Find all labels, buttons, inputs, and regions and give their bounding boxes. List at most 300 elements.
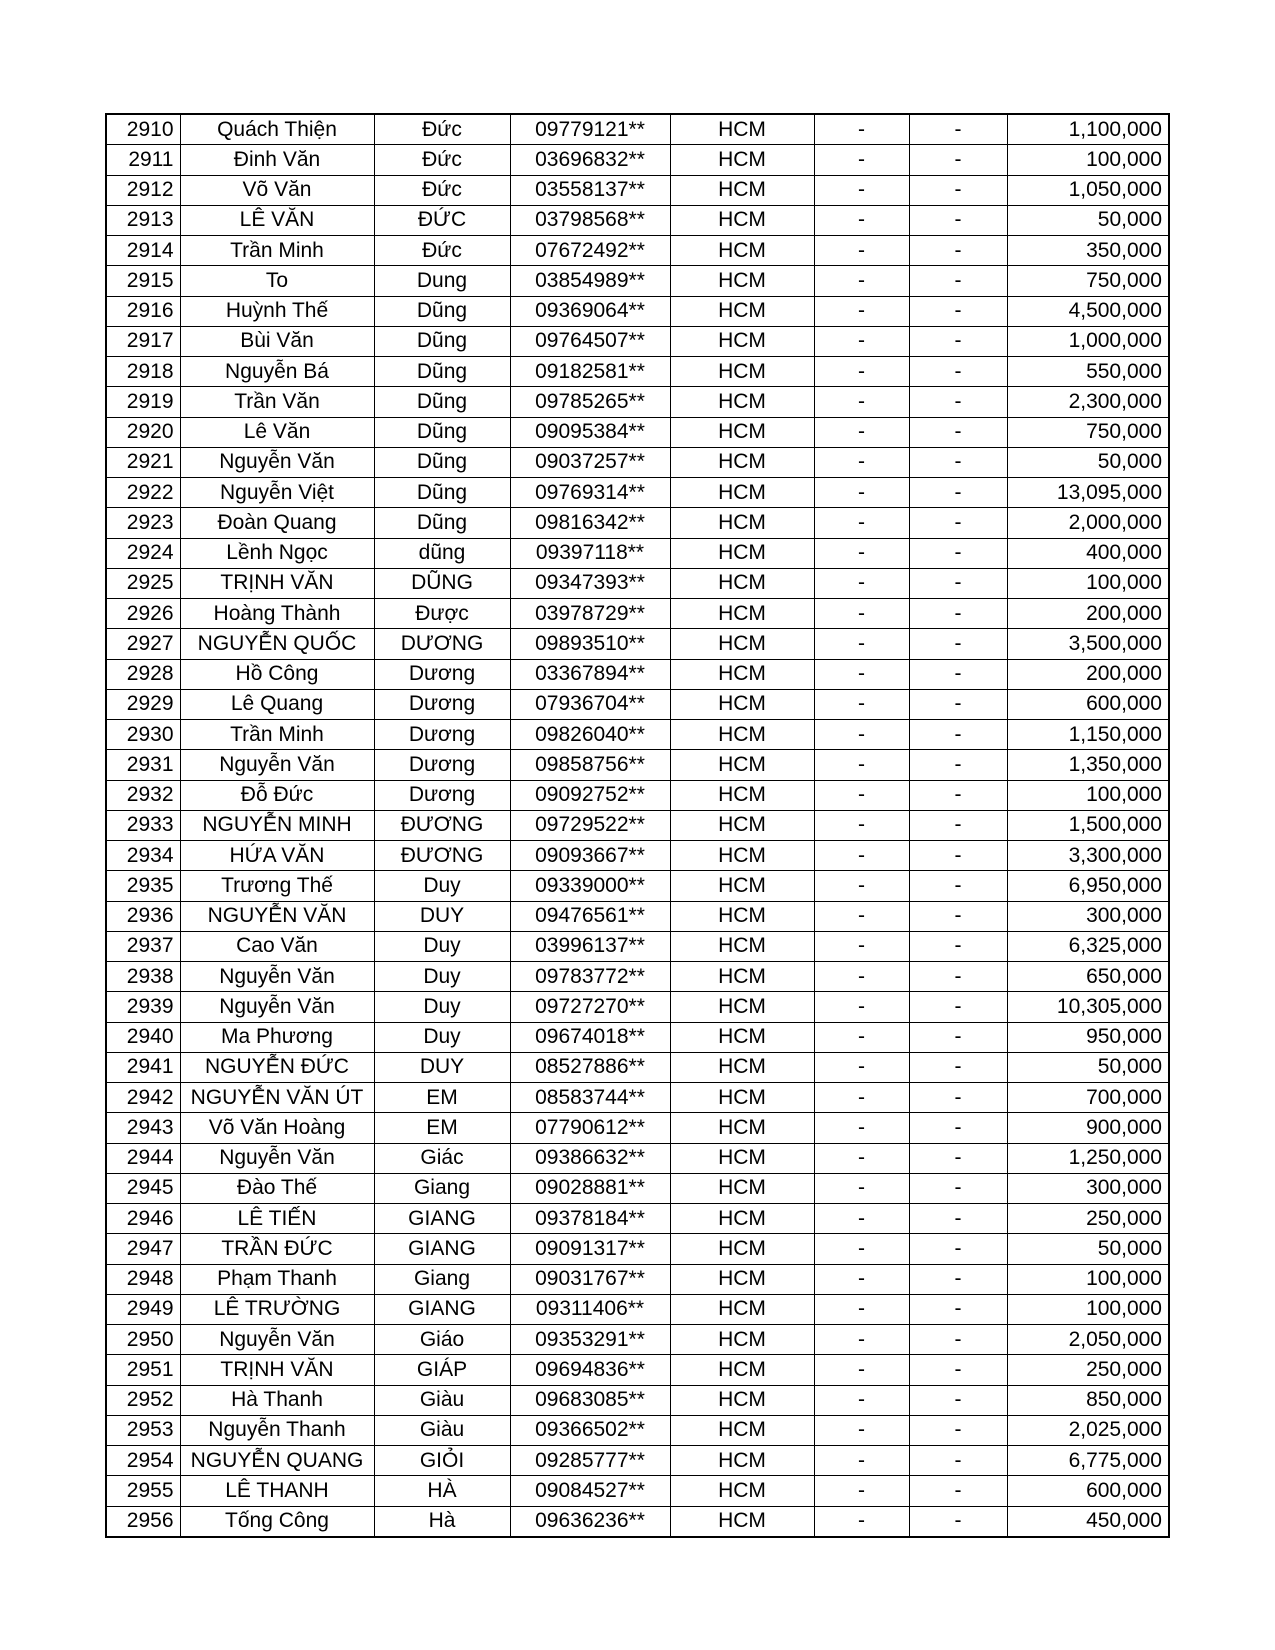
- table-row: [106, 1204, 1169, 1234]
- table-row: [106, 659, 1169, 689]
- city-cell: HCM: [670, 599, 814, 629]
- phone-cell: 09674018**: [510, 1022, 670, 1052]
- last-name-cell: Bùi Văn: [180, 326, 374, 356]
- city-cell: HCM: [670, 841, 814, 871]
- row-number-cell: 2910: [106, 114, 180, 145]
- first-name-cell: HÀ: [374, 1476, 510, 1506]
- last-name-cell: LÊ THANH: [180, 1476, 374, 1506]
- amount-cell: 10,305,000: [1007, 992, 1169, 1022]
- dash-cell: -: [814, 175, 909, 205]
- dash-cell: -: [909, 357, 1007, 387]
- table-row: [106, 599, 1169, 629]
- dash-cell: -: [909, 1113, 1007, 1143]
- amount-cell: 200,000: [1007, 599, 1169, 629]
- dash-cell: -: [909, 1173, 1007, 1203]
- row-number-cell: 2951: [106, 1355, 180, 1385]
- first-name-cell: DUY: [374, 901, 510, 931]
- row-number-cell: 2911: [106, 145, 180, 175]
- table-row: [106, 145, 1169, 175]
- dash-cell: -: [909, 1385, 1007, 1415]
- amount-cell: 250,000: [1007, 1204, 1169, 1234]
- phone-cell: 09311406**: [510, 1294, 670, 1324]
- phone-cell: 09084527**: [510, 1476, 670, 1506]
- table-row: [106, 387, 1169, 417]
- amount-cell: 2,300,000: [1007, 387, 1169, 417]
- dash-cell: -: [814, 931, 909, 961]
- dash-cell: -: [909, 871, 1007, 901]
- phone-cell: 09476561**: [510, 901, 670, 931]
- dash-cell: -: [909, 326, 1007, 356]
- phone-cell: 09727270**: [510, 992, 670, 1022]
- row-number-cell: 2914: [106, 236, 180, 266]
- dash-cell: -: [814, 387, 909, 417]
- row-number-cell: 2932: [106, 780, 180, 810]
- dash-cell: -: [909, 1476, 1007, 1506]
- amount-cell: 6,950,000: [1007, 871, 1169, 901]
- first-name-cell: Dung: [374, 266, 510, 296]
- first-name-cell: dũng: [374, 538, 510, 568]
- last-name-cell: Hoàng Thành: [180, 599, 374, 629]
- dash-cell: -: [814, 962, 909, 992]
- phone-cell: 03696832**: [510, 145, 670, 175]
- phone-cell: 09386632**: [510, 1143, 670, 1173]
- first-name-cell: Duy: [374, 1022, 510, 1052]
- dash-cell: -: [909, 659, 1007, 689]
- phone-cell: 09369064**: [510, 296, 670, 326]
- phone-cell: 09397118**: [510, 538, 670, 568]
- first-name-cell: EM: [374, 1113, 510, 1143]
- first-name-cell: EM: [374, 1083, 510, 1113]
- city-cell: HCM: [670, 1506, 814, 1537]
- phone-cell: 09764507**: [510, 326, 670, 356]
- first-name-cell: Dương: [374, 689, 510, 719]
- amount-cell: 3,300,000: [1007, 841, 1169, 871]
- amount-cell: 950,000: [1007, 1022, 1169, 1052]
- row-number-cell: 2948: [106, 1264, 180, 1294]
- city-cell: HCM: [670, 992, 814, 1022]
- table-row: [106, 538, 1169, 568]
- city-cell: HCM: [670, 1476, 814, 1506]
- first-name-cell: Duy: [374, 931, 510, 961]
- row-number-cell: 2920: [106, 417, 180, 447]
- last-name-cell: Nguyễn Văn: [180, 1325, 374, 1355]
- table-row: [106, 478, 1169, 508]
- city-cell: HCM: [670, 387, 814, 417]
- city-cell: HCM: [670, 659, 814, 689]
- amount-cell: 100,000: [1007, 145, 1169, 175]
- first-name-cell: DƯƠNG: [374, 629, 510, 659]
- last-name-cell: Quách Thiện: [180, 114, 374, 145]
- table-row: [106, 175, 1169, 205]
- dash-cell: -: [814, 1204, 909, 1234]
- last-name-cell: Nguyễn Văn: [180, 962, 374, 992]
- dash-cell: -: [909, 175, 1007, 205]
- table-row: [106, 1506, 1169, 1537]
- dash-cell: -: [814, 1415, 909, 1445]
- last-name-cell: Đinh Văn: [180, 145, 374, 175]
- dash-cell: -: [909, 780, 1007, 810]
- table-row: [106, 1022, 1169, 1052]
- amount-cell: 300,000: [1007, 901, 1169, 931]
- table-row: [106, 357, 1169, 387]
- phone-cell: 09028881**: [510, 1173, 670, 1203]
- amount-cell: 250,000: [1007, 1355, 1169, 1385]
- phone-cell: 09285777**: [510, 1446, 670, 1476]
- dash-cell: -: [909, 387, 1007, 417]
- first-name-cell: DUY: [374, 1052, 510, 1082]
- city-cell: HCM: [670, 145, 814, 175]
- amount-cell: 3,500,000: [1007, 629, 1169, 659]
- table-row: [106, 1294, 1169, 1324]
- last-name-cell: To: [180, 266, 374, 296]
- phone-cell: 09779121**: [510, 114, 670, 145]
- first-name-cell: Dương: [374, 659, 510, 689]
- last-name-cell: Nguyễn Bá: [180, 357, 374, 387]
- city-cell: HCM: [670, 1446, 814, 1476]
- dash-cell: -: [909, 1294, 1007, 1324]
- dash-cell: -: [814, 659, 909, 689]
- city-cell: HCM: [670, 568, 814, 598]
- table-row: [106, 266, 1169, 296]
- table-row: [106, 629, 1169, 659]
- first-name-cell: DŨNG: [374, 568, 510, 598]
- phone-cell: 09339000**: [510, 871, 670, 901]
- amount-cell: 750,000: [1007, 417, 1169, 447]
- first-name-cell: Dũng: [374, 387, 510, 417]
- dash-cell: -: [814, 266, 909, 296]
- city-cell: HCM: [670, 871, 814, 901]
- city-cell: HCM: [670, 1204, 814, 1234]
- city-cell: HCM: [670, 357, 814, 387]
- phone-cell: 09037257**: [510, 447, 670, 477]
- row-number-cell: 2918: [106, 357, 180, 387]
- dash-cell: -: [909, 689, 1007, 719]
- table-row: [106, 720, 1169, 750]
- first-name-cell: Đức: [374, 145, 510, 175]
- row-number-cell: 2950: [106, 1325, 180, 1355]
- amount-cell: 200,000: [1007, 659, 1169, 689]
- row-number-cell: 2924: [106, 538, 180, 568]
- phone-cell: 09378184**: [510, 1204, 670, 1234]
- first-name-cell: Duy: [374, 871, 510, 901]
- dash-cell: -: [814, 1022, 909, 1052]
- last-name-cell: Lê Văn: [180, 417, 374, 447]
- table-row: [106, 871, 1169, 901]
- amount-cell: 1,350,000: [1007, 750, 1169, 780]
- phone-cell: 09683085**: [510, 1385, 670, 1415]
- table-row: [106, 1143, 1169, 1173]
- phone-cell: 03996137**: [510, 931, 670, 961]
- amount-cell: 850,000: [1007, 1385, 1169, 1415]
- city-cell: HCM: [670, 962, 814, 992]
- first-name-cell: Giàu: [374, 1385, 510, 1415]
- donor-table: [105, 113, 1170, 1538]
- dash-cell: -: [814, 780, 909, 810]
- last-name-cell: NGUYỄN VĂN ÚT: [180, 1083, 374, 1113]
- first-name-cell: GIÁP: [374, 1355, 510, 1385]
- table-row: [106, 568, 1169, 598]
- dash-cell: -: [909, 296, 1007, 326]
- city-cell: HCM: [670, 750, 814, 780]
- last-name-cell: NGUYỄN QUỐC: [180, 629, 374, 659]
- phone-cell: 03978729**: [510, 599, 670, 629]
- dash-cell: -: [909, 417, 1007, 447]
- city-cell: HCM: [670, 417, 814, 447]
- last-name-cell: Đào Thế: [180, 1173, 374, 1203]
- row-number-cell: 2937: [106, 931, 180, 961]
- dash-cell: -: [814, 689, 909, 719]
- dash-cell: -: [909, 841, 1007, 871]
- dash-cell: -: [909, 750, 1007, 780]
- dash-cell: -: [814, 1446, 909, 1476]
- phone-cell: 09347393**: [510, 568, 670, 598]
- dash-cell: -: [909, 538, 1007, 568]
- last-name-cell: Lềnh Ngọc: [180, 538, 374, 568]
- first-name-cell: Giáo: [374, 1325, 510, 1355]
- table-row: [106, 1385, 1169, 1415]
- first-name-cell: Duy: [374, 992, 510, 1022]
- row-number-cell: 2927: [106, 629, 180, 659]
- last-name-cell: LÊ TIẾN: [180, 1204, 374, 1234]
- phone-cell: 09091317**: [510, 1234, 670, 1264]
- last-name-cell: Trần Văn: [180, 387, 374, 417]
- phone-cell: 09366502**: [510, 1415, 670, 1445]
- row-number-cell: 2931: [106, 750, 180, 780]
- amount-cell: 600,000: [1007, 1476, 1169, 1506]
- amount-cell: 100,000: [1007, 1264, 1169, 1294]
- dash-cell: -: [814, 568, 909, 598]
- first-name-cell: Giác: [374, 1143, 510, 1173]
- table-row: [106, 689, 1169, 719]
- city-cell: HCM: [670, 780, 814, 810]
- last-name-cell: Nguyễn Việt: [180, 478, 374, 508]
- row-number-cell: 2954: [106, 1446, 180, 1476]
- dash-cell: -: [909, 720, 1007, 750]
- first-name-cell: ĐƯƠNG: [374, 841, 510, 871]
- row-number-cell: 2952: [106, 1385, 180, 1415]
- first-name-cell: Dũng: [374, 296, 510, 326]
- table-row: [106, 1083, 1169, 1113]
- dash-cell: -: [814, 508, 909, 538]
- amount-cell: 1,100,000: [1007, 114, 1169, 145]
- city-cell: HCM: [670, 1022, 814, 1052]
- amount-cell: 4,500,000: [1007, 296, 1169, 326]
- first-name-cell: Dương: [374, 720, 510, 750]
- amount-cell: 50,000: [1007, 1234, 1169, 1264]
- row-number-cell: 2935: [106, 871, 180, 901]
- row-number-cell: 2942: [106, 1083, 180, 1113]
- dash-cell: -: [909, 629, 1007, 659]
- row-number-cell: 2916: [106, 296, 180, 326]
- dash-cell: -: [909, 447, 1007, 477]
- last-name-cell: Đoàn Quang: [180, 508, 374, 538]
- table-row: [106, 1476, 1169, 1506]
- row-number-cell: 2939: [106, 992, 180, 1022]
- last-name-cell: NGUYỄN ĐỨC: [180, 1052, 374, 1082]
- row-number-cell: 2947: [106, 1234, 180, 1264]
- last-name-cell: TRẦN ĐỨC: [180, 1234, 374, 1264]
- phone-cell: 09769314**: [510, 478, 670, 508]
- table-row: [106, 1173, 1169, 1203]
- city-cell: HCM: [670, 205, 814, 235]
- first-name-cell: Dũng: [374, 326, 510, 356]
- amount-cell: 1,250,000: [1007, 1143, 1169, 1173]
- row-number-cell: 2934: [106, 841, 180, 871]
- first-name-cell: Duy: [374, 962, 510, 992]
- row-number-cell: 2938: [106, 962, 180, 992]
- first-name-cell: Đức: [374, 236, 510, 266]
- dash-cell: -: [909, 1022, 1007, 1052]
- last-name-cell: TRỊNH VĂN: [180, 568, 374, 598]
- amount-cell: 750,000: [1007, 266, 1169, 296]
- last-name-cell: Ma Phương: [180, 1022, 374, 1052]
- phone-cell: 09783772**: [510, 962, 670, 992]
- dash-cell: -: [814, 1173, 909, 1203]
- last-name-cell: Nguyễn Văn: [180, 447, 374, 477]
- city-cell: HCM: [670, 326, 814, 356]
- first-name-cell: Dương: [374, 780, 510, 810]
- first-name-cell: GIANG: [374, 1234, 510, 1264]
- table-row: [106, 962, 1169, 992]
- last-name-cell: Trương Thế: [180, 871, 374, 901]
- table-row: [106, 931, 1169, 961]
- dash-cell: -: [909, 478, 1007, 508]
- first-name-cell: GIANG: [374, 1294, 510, 1324]
- amount-cell: 2,000,000: [1007, 508, 1169, 538]
- dash-cell: -: [814, 750, 909, 780]
- city-cell: HCM: [670, 901, 814, 931]
- city-cell: HCM: [670, 1113, 814, 1143]
- dash-cell: -: [909, 1446, 1007, 1476]
- row-number-cell: 2944: [106, 1143, 180, 1173]
- dash-cell: -: [909, 508, 1007, 538]
- amount-cell: 100,000: [1007, 780, 1169, 810]
- row-number-cell: 2923: [106, 508, 180, 538]
- phone-cell: 03798568**: [510, 205, 670, 235]
- phone-cell: 09826040**: [510, 720, 670, 750]
- table-row: [106, 780, 1169, 810]
- city-cell: HCM: [670, 296, 814, 326]
- table-row: [106, 1355, 1169, 1385]
- city-cell: HCM: [670, 689, 814, 719]
- dash-cell: -: [909, 236, 1007, 266]
- table-row: [106, 901, 1169, 931]
- row-number-cell: 2955: [106, 1476, 180, 1506]
- first-name-cell: GIỎI: [374, 1446, 510, 1476]
- dash-cell: -: [814, 1264, 909, 1294]
- city-cell: HCM: [670, 1415, 814, 1445]
- dash-cell: -: [814, 1294, 909, 1324]
- city-cell: HCM: [670, 1325, 814, 1355]
- amount-cell: 700,000: [1007, 1083, 1169, 1113]
- city-cell: HCM: [670, 1173, 814, 1203]
- amount-cell: 400,000: [1007, 538, 1169, 568]
- amount-cell: 2,050,000: [1007, 1325, 1169, 1355]
- amount-cell: 450,000: [1007, 1506, 1169, 1537]
- phone-cell: 09816342**: [510, 508, 670, 538]
- amount-cell: 1,000,000: [1007, 326, 1169, 356]
- last-name-cell: Phạm Thanh: [180, 1264, 374, 1294]
- phone-cell: 09093667**: [510, 841, 670, 871]
- city-cell: HCM: [670, 1355, 814, 1385]
- dash-cell: -: [909, 810, 1007, 840]
- city-cell: HCM: [670, 1385, 814, 1415]
- city-cell: HCM: [670, 538, 814, 568]
- dash-cell: -: [909, 266, 1007, 296]
- last-name-cell: Nguyễn Thanh: [180, 1415, 374, 1445]
- dash-cell: -: [909, 599, 1007, 629]
- row-number-cell: 2915: [106, 266, 180, 296]
- row-number-cell: 2919: [106, 387, 180, 417]
- city-cell: HCM: [670, 1143, 814, 1173]
- dash-cell: -: [909, 114, 1007, 145]
- first-name-cell: Đức: [374, 175, 510, 205]
- table-row: [106, 992, 1169, 1022]
- first-name-cell: Dũng: [374, 447, 510, 477]
- first-name-cell: Hà: [374, 1506, 510, 1537]
- dash-cell: -: [814, 1506, 909, 1537]
- table-row: [106, 205, 1169, 235]
- row-number-cell: 2913: [106, 205, 180, 235]
- last-name-cell: NGUYỄN VĂN: [180, 901, 374, 931]
- last-name-cell: Đỗ Đức: [180, 780, 374, 810]
- dash-cell: -: [909, 1506, 1007, 1537]
- dash-cell: -: [814, 1476, 909, 1506]
- dash-cell: -: [814, 1234, 909, 1264]
- dash-cell: -: [814, 901, 909, 931]
- dash-cell: -: [814, 1355, 909, 1385]
- dash-cell: -: [909, 568, 1007, 598]
- amount-cell: 1,150,000: [1007, 720, 1169, 750]
- row-number-cell: 2917: [106, 326, 180, 356]
- table-row: [106, 1052, 1169, 1082]
- city-cell: HCM: [670, 1294, 814, 1324]
- table-row: [106, 417, 1169, 447]
- last-name-cell: NGUYỄN MINH: [180, 810, 374, 840]
- dash-cell: -: [814, 205, 909, 235]
- first-name-cell: Dũng: [374, 478, 510, 508]
- row-number-cell: 2946: [106, 1204, 180, 1234]
- last-name-cell: Tống Công: [180, 1506, 374, 1537]
- row-number-cell: 2953: [106, 1415, 180, 1445]
- table-row: [106, 1264, 1169, 1294]
- table-row: [106, 810, 1169, 840]
- dash-cell: -: [814, 478, 909, 508]
- phone-cell: 09092752**: [510, 780, 670, 810]
- phone-cell: 09694836**: [510, 1355, 670, 1385]
- last-name-cell: Nguyễn Văn: [180, 750, 374, 780]
- dash-cell: -: [909, 1083, 1007, 1113]
- amount-cell: 100,000: [1007, 1294, 1169, 1324]
- row-number-cell: 2936: [106, 901, 180, 931]
- amount-cell: 6,325,000: [1007, 931, 1169, 961]
- table-row: [106, 1113, 1169, 1143]
- dash-cell: -: [909, 205, 1007, 235]
- last-name-cell: TRỊNH VĂN: [180, 1355, 374, 1385]
- amount-cell: 1,500,000: [1007, 810, 1169, 840]
- dash-cell: -: [909, 992, 1007, 1022]
- last-name-cell: Võ Văn: [180, 175, 374, 205]
- amount-cell: 50,000: [1007, 1052, 1169, 1082]
- dash-cell: -: [814, 629, 909, 659]
- dash-cell: -: [909, 901, 1007, 931]
- last-name-cell: Trần Minh: [180, 236, 374, 266]
- city-cell: HCM: [670, 931, 814, 961]
- last-name-cell: Hồ Công: [180, 659, 374, 689]
- row-number-cell: 2949: [106, 1294, 180, 1324]
- amount-cell: 1,050,000: [1007, 175, 1169, 205]
- last-name-cell: Huỳnh Thế: [180, 296, 374, 326]
